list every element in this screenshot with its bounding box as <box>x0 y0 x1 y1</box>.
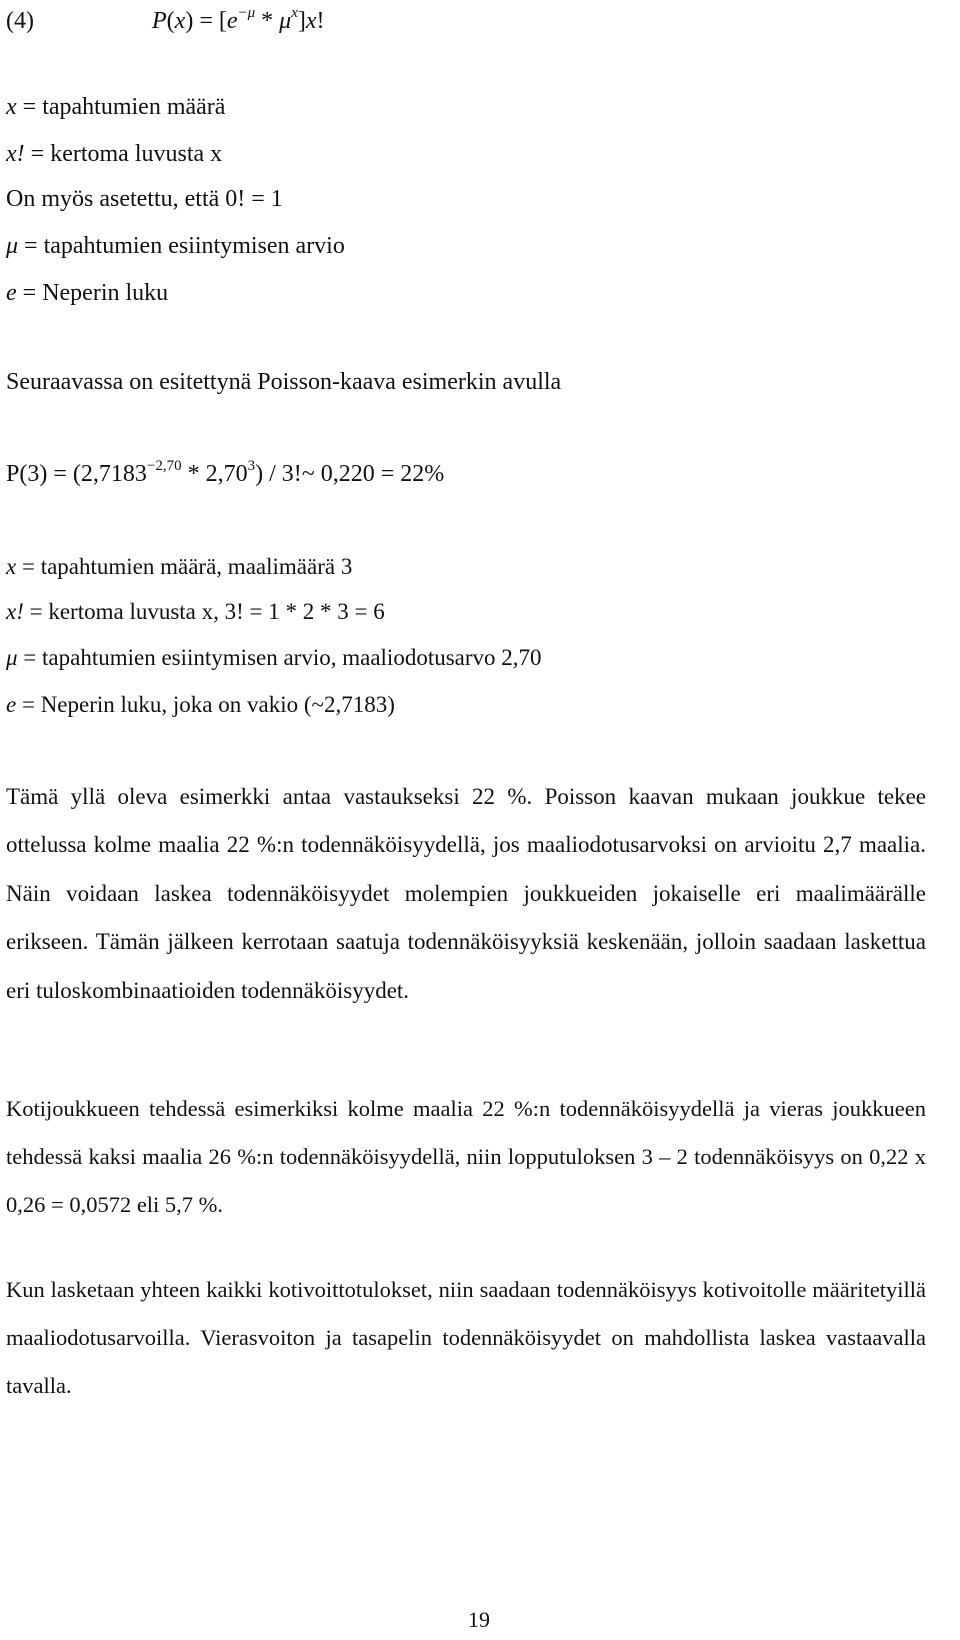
definition-line: e = Neperin luku, joka on vakio (~2,7183) <box>6 692 395 717</box>
exponent-neg-mu: −μ <box>237 5 256 21</box>
exponent-example-cube: 3 <box>247 458 256 474</box>
definition-line: μ = tapahtumien esiintymisen arvio, maaliodotusarvo 2,70 <box>6 645 542 670</box>
formula-4 <box>6 6 406 38</box>
definition-line: x = tapahtumien määrä <box>6 94 226 120</box>
page-number: 19 <box>468 1607 490 1632</box>
worked-example: $P(3) = (2,7183^{-2,70} * 2,70^3)$ / 3!~ 0,220 = 22% <box>6 458 445 487</box>
paragraph-explanation: Tämä yllä oleva esimerkki antaa vastaukseksi 22 %. Poisson kaavan mukaan joukkue tekee ottelussa kolme maalia 22 %:n todennäköisyydellä, jos maaliodotusarvoksi on arvioitu 2,7 maalia. Näin voidaan laskea todennäköisyydet molempien joukkueiden jokaiselle eri maalimäärälle erikseen. Tämän jälkeen kerrotaan saatuja todennäköisyyksiä keskenään, jolloin saadaan laskettua eri tuloskombinaatioiden todennäköisyydet. <box>6 784 926 1003</box>
definition-line: x = tapahtumien määrä, maalimäärä 3 <box>6 554 353 579</box>
definition-line: x! = kertoma luvusta x, 3! = 1 * 2 * 3 = 6 <box>6 599 385 624</box>
paragraph-summary: Kun lasketaan yhteen kaikki kotivoittotulokset, niin saadaan todennäköisyys kotivoitolle määritetyillä maaliodotusarvoilla. Vierasvoiton ja tasapelin todennäköisyydet on mahdollista laskea vastaavalla tavalla. <box>6 1277 926 1398</box>
paragraph-example-score: Kotijoukkueen tehdessä esimerkiksi kolme maalia 22 %:n todennäköisyydellä ja vieras joukkueen tehdessä kaksi maalia 26 %:n todennäköisyydellä, niin lopputuloksen 3 – 2 todennäköisyys on 0,22 x 0,26 = 0,0572 eli 5,7 %. <box>6 1096 926 1217</box>
definition-line: x! = kertoma luvusta x <box>6 141 223 167</box>
definition-line: μ = tapahtumien esiintymisen arvio <box>6 233 345 259</box>
definition-line: On myös asetettu, että 0! = 1 <box>6 186 283 212</box>
formula-number: (4) <box>6 8 34 34</box>
definition-line: e = Neperin luku <box>6 280 169 306</box>
intro-text: Seuraavassa on esitettynä Poisson-kaava esimerkin avulla <box>6 369 562 395</box>
poisson-formula: $P(x) = [e^{-\mu} * \mu^x]x$! <box>152 5 325 34</box>
exponent-x: x <box>291 5 298 21</box>
exponent-example: −2,70 <box>146 458 182 474</box>
